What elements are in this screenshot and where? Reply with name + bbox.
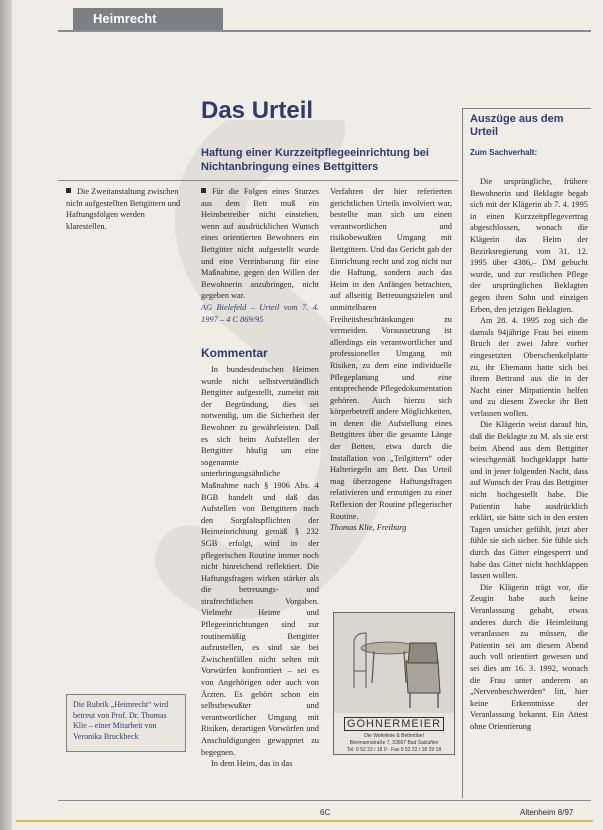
sidebar-paragraph: Die ursprüngliche, frühere Bewohnerin und Beklagte begab sich mit der Klägerin ab 7. 4. 1995 in einen Kurzzeitpflegevertrag abgeschlossen, wonach die Klägerin das Heim der Bezirksregierung vom 31. 12. 1995 über 4386,– DM gebucht wurde, und zur restlichen Pflege der ursprünglichen Beklagten gegen ihren Sohn und einzigen Erben, den jetzigen Beklagten. (470, 177, 588, 314)
bullet-square-icon (66, 188, 71, 193)
magazine-issue: Altenheim 8/97 (520, 808, 574, 817)
sidebar-text (470, 176, 588, 794)
ad-line-2: Biermannstraße 7, 33607 Bad Salzuflen (349, 740, 439, 746)
ruling-text: Für die Folgen eines Sturzes aus dem Bett muß ein Heimbetreiber nicht einstehen, wenn auf ausdrücklichen Wunsch eines orientierten Bewohners ein Bettgitter nicht aufgestellt wurde und eine Vereinbarung für eine Maßnahme, gegen den Willen der Bewohnerin anzubringen, nicht gegeben war. (201, 187, 319, 301)
ruling-column (201, 186, 319, 325)
section-tab: Heimrecht (73, 8, 223, 30)
bullet-square-icon (201, 188, 206, 193)
kommentar-column (201, 364, 319, 779)
comment-column-2-text: Verfahren der hier referierten gerichtlichen Urteils involviert war, bestellte man sich um einen verantwortlichen und risikobewußten Umgang mit Bettgittern. Und das Gericht gab der Einrichtung recht und zog nicht nur die Haftung, sondern auch das Heim in den Anfängen betrachten, auf allseitig Betreuungszielen und unmittelbaren Freiheitsbeschränkungen zu vermeiden. Voraussetzung ist allerdings ein verantwortlicher und professioneller Umgang mit Risiken, zu dem eine individuelle Pflegeplanung und eine entsprechende Pflegedokumentation gehören. Auch hierzu sich körperbetreff andere Möglichkeiten, in denen die Aufstellung eines Bettgitters über die gesamte Länge der Betten, etwa durch die Installation von „Teilgittern“ oder Halteriegeln am Bett. Das Urteil mag überzogene Haftungsfragen relativieren und ermutigen zu einer Reflexion der Routine pflegerischer Routine. (330, 187, 452, 521)
comment-author: Thomas Klie, Freiburg (330, 523, 407, 533)
sidebar-paragraph: Die Klägerin trägt vor, die Zeugin habe auch keine Veranlassung gehabt, etwas anderes durch die Heimleitung veranlassen zu müssen, die Patientin sei am diesem Abend auch voll orientiert gewesen und sei dies am 16. 3. 1992, wonach die Frau unter anderem an „Nervenbeschwerden“ litt, hier keine Erkenntnisse der Veranlassung bekannt. Ein Attest ohne Orientierung (470, 582, 588, 731)
article-subtitle: Haftung einer Kurzzeitpflegeeinrichtung bei Nichtanbringung eines Bettgitters (201, 147, 429, 173)
comment-column-2 (330, 186, 452, 596)
footer-rule (58, 800, 591, 801)
summary-left (66, 186, 186, 232)
kommentar-text: In bundesdeutschen Heimen wurde nicht selbstverständlich Bettgitter aufgestellt, zumeist mit der Begründung, dies sei notwendig, um die Sicherheit der Bewohner zu gewährleisten. Daß es sich beim Aufstellen der Bettgitter häufig um eine sogenannte unterbringungsähnliche Maßnahme nach § 1906 Abs. 4 BGB handelt und daß das Aufstellen von Bettgittern nach den Sorgfaltspflichten der Heimeinrichtung gemäß § 232 SGB erfolgt, wird in der pflegerischen Routine immer noch nicht hinreichend reflektiert. Die Haftungsfragen wirken stärker als die betreuungs- und strafrechtlichen Vorgaben. Vielmehr Heime und Pflegeeinrichtungen sind zur routinemäßig Bettgitter aufzustellen, es sind sie bei Zwischenfällen nicht selten mit Vorwürfen konfrontiert – sei es von Angehörigen oder auch von Ärzten. Es gehört schon ein selbstbewußter und verantwortlicher Umgang mit Risiken, derartigen Vorwürfen und Anschuldigungen gewappnet zu begegnen. (201, 365, 319, 757)
chair-table-photo (334, 613, 454, 713)
article-title: Das Urteil (201, 97, 314, 124)
ruling-citation: AG Bielefeld – Urteil vom 7. 4. 1997 – 4 C 869/95 (201, 302, 319, 324)
sidebar-paragraph: Am 28. 4. 1995 zog sich die damals 94jährige Frau bei einem Bruch der zwei Jahre vorher eingesetzten Oberschenkelplatte zu, ihr Ehemann hatte sich bei ihrem Bettrand aus die in der Nacht einer Mitpatientin helfen und zu diesem Zwecke ihr Bett verlassen wollen. (470, 316, 588, 418)
page-binding (0, 0, 12, 830)
rubrik-box (66, 694, 186, 752)
ad-brand (333, 718, 455, 730)
kommentar-heading: Kommentar (201, 346, 268, 360)
bottom-accent-rule (16, 820, 593, 822)
kommentar-tail: In dem Heim, das in das (211, 759, 293, 769)
sidebar-subheading: Zum Sachverhalt: (470, 148, 538, 157)
ad-line-3: Tel. 0 52 22 / 18 0 · Fax 0 52 22 / 18 29 18 (346, 747, 442, 753)
rubrik-text: Die Rubrik „Heimrecht“ wird betreut von Prof. Dr. Thomas Klie – einer Mitarbeit von Veronika Bruckbeck (73, 700, 169, 741)
header-rule (58, 30, 591, 32)
page-number: 6C (320, 808, 331, 817)
summary-left-text: Die Zweitanstaltung zwischen nicht aufgestellten Bettgittern und Haftungsfolgen werden klarestellen. (66, 187, 181, 231)
sidebar-paragraph: Die Klägerin weist darauf hin, daß die Beklagte zu M. als sie erst beim Abend aus dem Bettgitter wieschgemäß hochgeklappt hatte und in jener folgenden Nacht, dass auf Wunsch der Frau das Bettgitter nicht hochgestellt habe. Die Patientin habe ausdrücklich erklärt, sie hätte sich in den ersten Tagen unsicher gefühlt, jetzt aber fühle sie sich sicher. Sie fühle sich durch das Gitter eingesperrt und habe das Gitter nicht hochklappen lassen wollen. (470, 420, 588, 581)
ad-brand-name: GÖHNERMEIER (344, 717, 444, 731)
divider (58, 180, 458, 181)
sidebar-title: Auszüge aus dem Urteil (470, 113, 564, 138)
ad-line-1: Die Wohnlinie & Bettmöbel (364, 733, 424, 739)
